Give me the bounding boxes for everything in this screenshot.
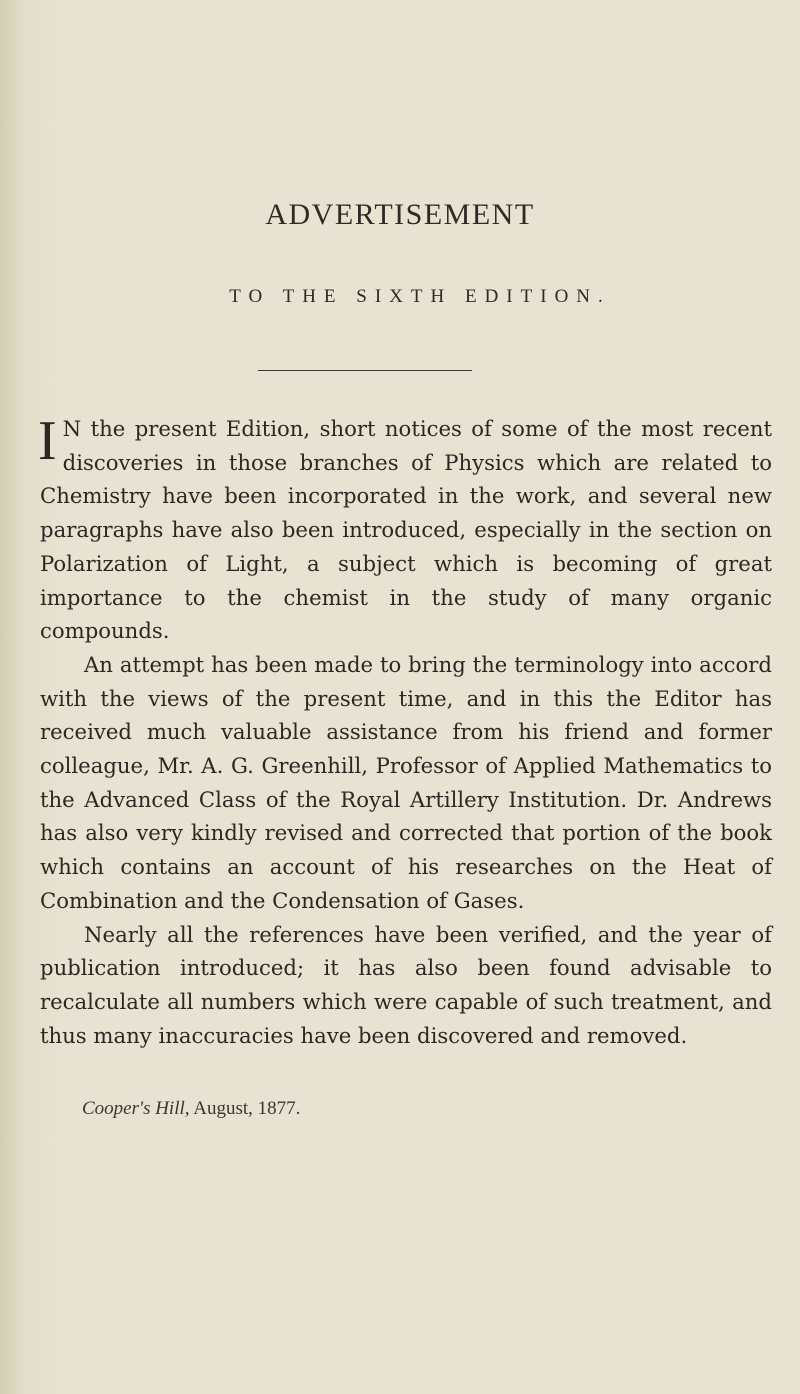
divider-rule [258, 370, 472, 371]
paragraph-1-text: N the present Edition, short notices of some of the most recent discoveries in those branches of Physics which are related to Chemistry have been incorporated in the work, and several new paragraphs have also been introduced, especially in the section on Polarization of Light, a subject which is becoming of great importance to the chemist in the study of many organic compounds. [40, 416, 772, 644]
page-subtitle: TO THE SIXTH EDITION. [229, 286, 611, 307]
signature-date: August, 1877. [193, 1098, 301, 1119]
paragraph-2: An attempt has been made to bring the terminology into accord with the views of the present time, and in this the Editor has received much valuable assistance from his friend and former colleague, Mr. A. G. Greenhill, Professor of Applied Mathematics to the Advanced Class of the Royal Artillery Institution. Dr. Andrews has also very kindly revised and corrected that portion of the book which contains an account of his researches on the Heat of Combination and the Condensation of Gases. [40, 651, 772, 913]
page-title: ADVERTISEMENT [265, 198, 535, 231]
drop-cap: I [38, 410, 57, 472]
signature-place: Cooper's Hill, [82, 1098, 190, 1119]
signature-line [82, 1098, 300, 1120]
body-text [40, 412, 772, 1052]
paragraph-3: Nearly all the references have been verified, and the year of publication introduced; it has also been found advisable to recalculate all numbers which were capable of such treatment, and thus many inaccuracies have been discovered and removed. [40, 921, 772, 1048]
paragraph-1 [40, 412, 772, 648]
